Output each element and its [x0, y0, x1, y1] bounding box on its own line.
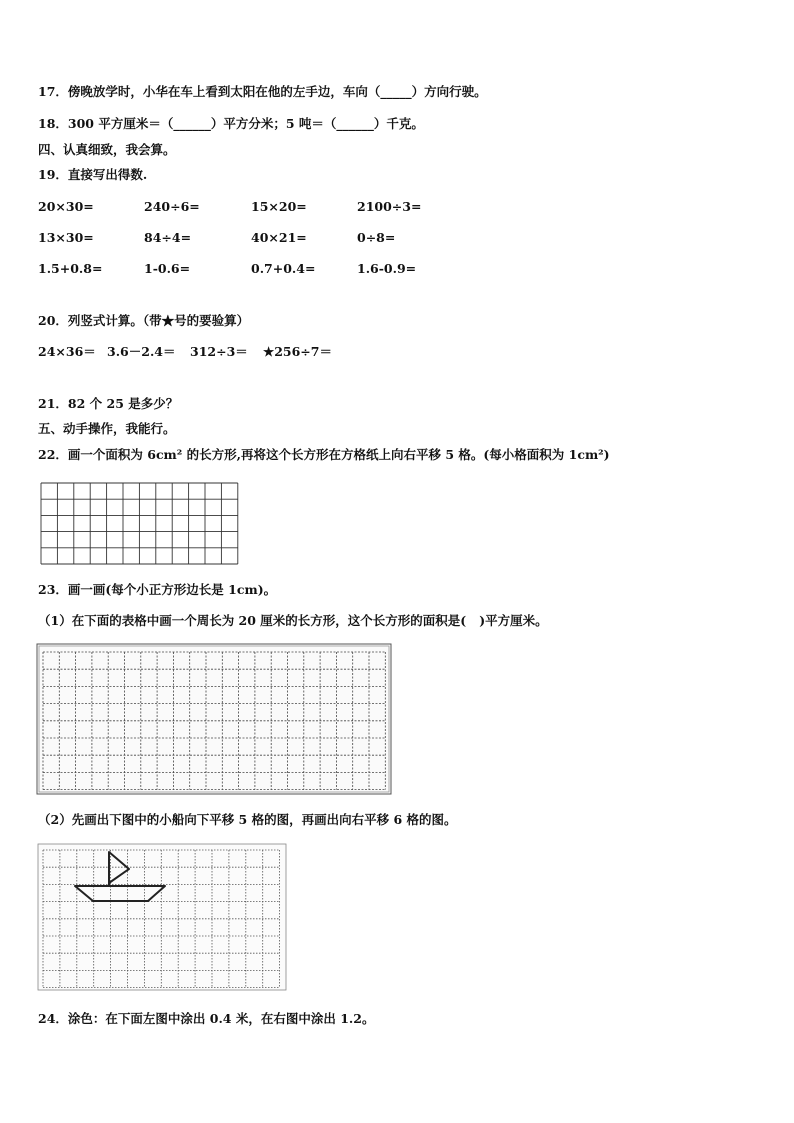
- question-17: 17．傍晚放学时，小华在车上看到太阳在他的左手边，车向（_____）方向行驶。: [38, 84, 487, 99]
- question-23-part-1: （1）在下面的表格中画一个周长为 20 厘米的长方形，这个长方形的面积是( )平方厘米。: [38, 613, 548, 628]
- q19-item: 1.5+0.8=: [38, 261, 103, 276]
- q23-2-grid[interactable]: [37, 843, 289, 993]
- question-23: 23．画一画(每个小正方形边长是 1cm)。: [38, 582, 277, 597]
- q20-item: ★256÷7＝: [263, 344, 332, 359]
- q23-1-grid[interactable]: [37, 644, 393, 796]
- q19-item: 0÷8=: [357, 230, 396, 245]
- q19-item: 15×20=: [251, 199, 307, 214]
- q19-item: 0.7+0.4=: [251, 261, 316, 276]
- question-24: 24．涂色：在下面左图中涂出 0.4 米，在右图中涂出 1.2。: [38, 1011, 375, 1026]
- question-20: 20．列竖式计算。（带★号的要验算）: [38, 313, 250, 328]
- q19-item: 20×30=: [38, 199, 94, 214]
- section-5-heading: 五、动手操作，我能行。: [38, 421, 176, 436]
- q19-item: 1-0.6=: [144, 261, 191, 276]
- question-21: 21．82 个 25 是多少？: [38, 396, 179, 411]
- q19-item: 2100÷3=: [357, 199, 422, 214]
- q19-item: 240÷6=: [144, 199, 200, 214]
- q20-item: 3.6－2.4＝: [107, 344, 176, 359]
- q20-item: 24×36＝: [38, 344, 96, 359]
- q19-item: 40×21=: [251, 230, 307, 245]
- q19-item: 13×30=: [38, 230, 94, 245]
- q19-item: 1.6-0.9=: [357, 261, 417, 276]
- question-22: 22．画一个面积为 6cm² 的长方形,再将这个长方形在方格纸上向右平移 5 格。(每小格面积为 1cm²): [38, 447, 610, 462]
- q20-item: 312÷3＝: [190, 344, 248, 359]
- q22-grid[interactable]: [40, 482, 240, 566]
- question-23-part-2: （2）先画出下图中的小船向下平移 5 格的图，再画出向右平移 6 格的图。: [38, 812, 457, 827]
- question-19: 19．直接写出得数.: [38, 167, 148, 182]
- question-18: 18．300 平方厘米＝（______）平方分米；5 吨＝（______）千克。: [38, 116, 424, 131]
- section-4-heading: 四、认真细致，我会算。: [38, 142, 176, 157]
- q19-item: 84÷4=: [144, 230, 192, 245]
